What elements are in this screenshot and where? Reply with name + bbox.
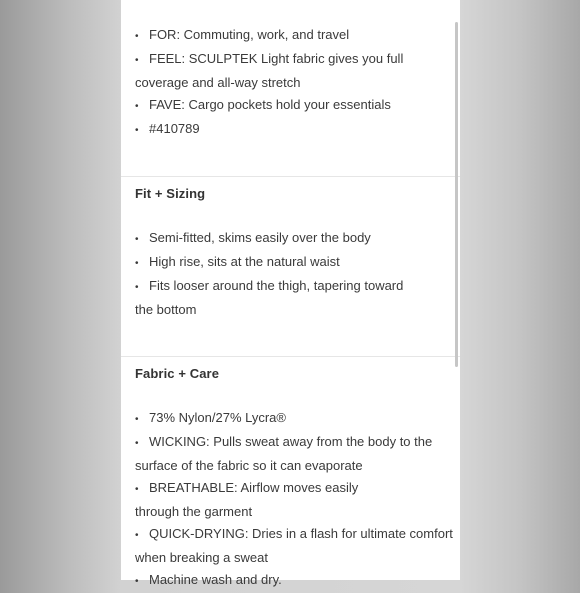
- bullet: •: [135, 125, 139, 136]
- bullet: •: [135, 282, 139, 293]
- bullet: •: [135, 576, 139, 587]
- list-item: • #410789: [135, 118, 453, 142]
- bullet: •: [135, 31, 139, 42]
- bullet: •: [135, 101, 139, 112]
- list-item: • Semi-fitted, skims easily over the body: [135, 227, 453, 251]
- product-details-panel: [121, 0, 460, 587]
- list-item: • FEEL: SCULPTEK Light fabric gives you full coverage and all-way stretch: [135, 51, 404, 90]
- section-divider: [121, 176, 460, 177]
- list-item: • FOR: Commuting, work, and travel: [135, 24, 453, 48]
- vertical-scrollbar[interactable]: [455, 22, 458, 367]
- list-item: • High rise, sits at the natural waist: [135, 251, 453, 275]
- list-item: • FAVE: Cargo pockets hold your essentials: [135, 94, 453, 118]
- bullet: •: [135, 234, 139, 245]
- list-item: • 73% Nylon/27% Lycra®: [135, 407, 453, 431]
- bullet: •: [135, 484, 139, 495]
- fabric-care-list: [135, 407, 453, 593]
- list-item: • BREATHABLE: Airflow moves easily through the garment: [135, 480, 359, 519]
- bullet: •: [135, 258, 139, 269]
- bullet: •: [135, 530, 139, 541]
- bullet: •: [135, 55, 139, 66]
- list-item: • Machine wash and dry.: [135, 569, 453, 593]
- fit-sizing-list: [135, 227, 453, 321]
- features-list: [135, 24, 453, 142]
- bullet: •: [135, 414, 139, 425]
- fit-sizing-heading[interactable]: Fit + Sizing: [135, 186, 206, 201]
- bullet: •: [135, 438, 139, 449]
- list-item: • QUICK-DRYING: Dries in a flash for ultimate comfort when breaking a sweat: [135, 526, 453, 565]
- list-item: • Fits looser around the thigh, tapering toward the bottom: [135, 278, 404, 317]
- fabric-care-heading[interactable]: Fabric + Care: [135, 366, 220, 381]
- section-divider: [121, 356, 460, 357]
- list-item: • WICKING: Pulls sweat away from the body to the surface of the fabric so it can evaporate: [135, 434, 433, 473]
